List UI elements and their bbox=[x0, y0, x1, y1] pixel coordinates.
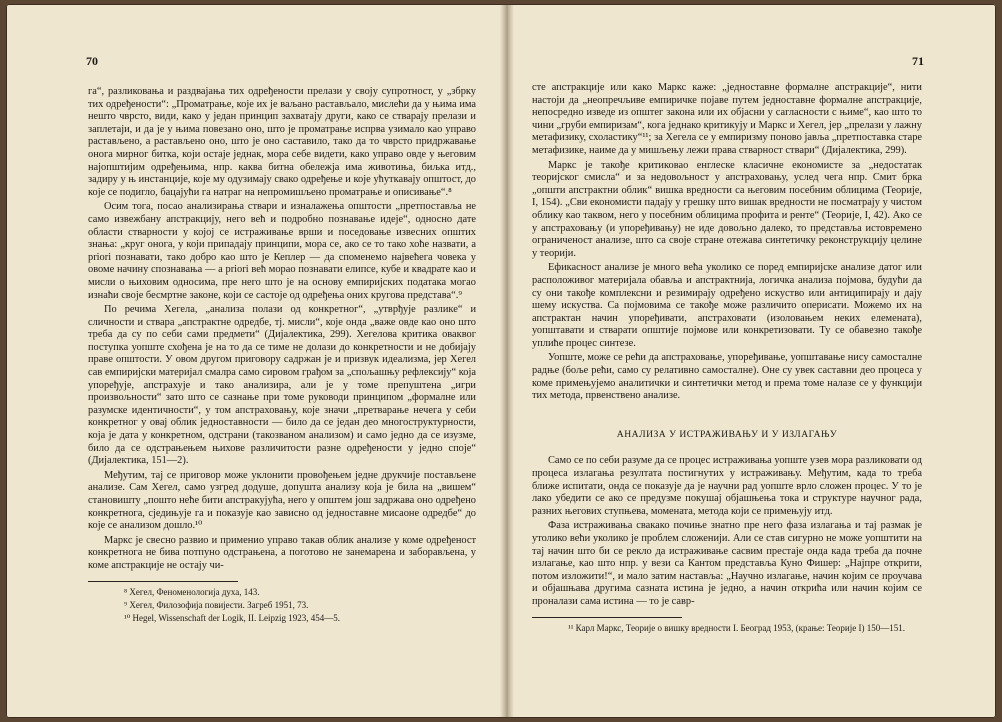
paragraph: Ефикасност анализе је много већа уколико се поред емпиријске анализе датог или расположивог материјала обавља и апстрактнија, логичка анализа појмова, будући да су они такође комплексни и резимирају одређено искуство или антиципирају и дају шему искуства. Са појмовима се такође може различито оперисати. Можемо их на апстрактан начин упоређивати, апстраховати (изоловањем неких елемената), уопштавати и стварати општије појмове или конкретизовати. Ту се обавезно такође уплиће процес синтезе. bbox=[532, 262, 922, 349]
paragraph: Само се по себи разуме да се процес истраживања уопште узев мора разликовати од процеса излагања резултата постигнутих у истраживању. Међутим, када то треба ближе испитати, онда се показује да је научни рад уопште врло сложен процес. У то је лако убедити се ако се предузме покушај објашњења тока и структуре научног рада, разних његових ступњева, момената, метода који се примењују итд. bbox=[532, 455, 922, 517]
footnote: ¹⁰ Hegel, Wissenschaft der Logik, II. Leipzig 1923, 454—5. bbox=[124, 612, 340, 623]
footnote-rule bbox=[532, 617, 682, 618]
paragraph: га“, разликовања и раздвајања тих одређености прелази у своју супротност, у „збрку тих одређености“: „Проматрање, које их је ваљано растављало, мислећи да у њима има нешто чврсто, види, како у један принцип захватају други, како се стварају прелази и заплетаји, и да је у њима повезано оно, што је проматрање испрва узимало као управо растављено, а растављено оно, што је оно саставило, тако да то чврсто придржавање онога мирног битка, који остаје једнак, мора себе видети, како управо овде у његовим најопштијим одређењима, нпр. каква битна обележја има животиња, биљка итд., задиру у њ инстанције, које му одузимају свако одређење и које ућуткавају општост, до које се подигло, бацајући га натраг на непромишљено проматрање и описивање“.⁸ bbox=[88, 86, 476, 198]
right-page bbox=[514, 4, 996, 718]
right-page-text bbox=[532, 82, 922, 636]
book-gutter bbox=[500, 4, 514, 718]
paragraph: Фаза истраживања свакако почиње знатно пре него фаза излагања и тај размак је утолико већи уколико је проблем сложенији. Али се став сигурно не може уопштити на тај начин што би се рекло да истраживање сасвим престаје онда када треба да почне излагање, као што нпр. у вези са Кантом представља Куно Фишер: „Најпре открити, потом изложити!“, и мало затим наставља: „Научно излагање, начин којим се проучава и објашњава другима сазната истина је једно, а начин открића или начин којим се проналази сама истина — то је савр- bbox=[532, 520, 922, 607]
page-number-left: 70 bbox=[86, 54, 98, 68]
paragraph: Маркс је такође критиковао енглеске класичне економисте за „недостатак теоријског смисла“ и за недовољност у апстраховању, услед чега нпр. Смит брка „општи апстрактни облик“ вишка вредности са његовим посебним облицима (Теорије, I, 154). „Сви економисти падају у грешку што вишак вредности не посматрају у чистом облику као таквом, него у посебним облицима профита и ренте“ (Теорије, I, 42). Ако се у апстраховању (и упоређивању) не иде довољно далеко, то представља истовремено ограниченост анализе, што са своје стране отежава синтетичку реконструкцију целине у теорији. bbox=[532, 159, 922, 259]
left-page-text bbox=[88, 86, 476, 626]
footnote-rule bbox=[88, 581, 238, 582]
paragraph: Осим тога, посао анализирања ствари и изналажења општости „претпоставља не само извежбану апстракцију, него већ и подробно познавање идеје“, односно дате области стварности у којој се истраживање врши и поседовање извесних општих знања: „круг онога, у који припадају принципи, мора се, ако се то тако хоће назвати, а priori познавати, тако добро као што је Кеплер — да споменемо највећега човека у овоме начину спознавања — a priori већ морао познавати елипсе, кубе и квадрате као и мисли о њиховим односима, пре него што је на основу емпиријских података могао изнаћи своје бесмртне законе, који се састоје од одређења оних кругова представа“.⁹ bbox=[88, 201, 476, 301]
footnote: ⁹ Хегел, Филозофија повијести. Загреб 1951, 73. bbox=[124, 599, 309, 610]
footnote: ¹¹ Карл Маркс, Теорије о вишку вредности I. Београд 1953, (крање: Теорије I) 150—151. bbox=[568, 622, 905, 633]
paragraph: Међутим, тај се приговор може уклонити провођењем једне друкчије постављене анализе. Сам Хегел, само узгред додуше, допушта анализу која је била на „вишем“ становишту „пошто неће бити апстракујућа, него у општем још задржава оно одређено конкретнога, сједињује га и показује као зависно од једноставне мисаоне одредбе“ до које се анализом дошло.¹⁰ bbox=[88, 469, 476, 532]
paragraph: Уопште, може се рећи да апстраховање, упоређивање, уопштавање нису самосталне радње (боље рећи, само су релативно самосталне). Оне су увек саставни део процеса у коме примењујемо аналитички и синтетички метод и према томе налазе се у функцији тих метода, првенствено анализе. bbox=[532, 352, 922, 402]
footnote: ⁸ Хегел, Феноменологија духа, 143. bbox=[124, 586, 260, 597]
book-spread bbox=[6, 4, 996, 718]
paragraph: Маркс је свесно развио и применио управо такав облик анализе у коме одређеност конкретнога не бива потпуно одстрањена, а поготово не занемарена и заборављена, у коме апстракције не остају чи- bbox=[88, 534, 476, 571]
page-number-right: 71 bbox=[912, 54, 924, 68]
paragraph: сте апстракције или како Маркс каже: „једноставне формалне апстракције“, нити настоји да „неопречљиве емпиричке појаве путем једноставне формалне апстракције, непосредно изведе из општег закона или их објасни у сагласности с њиме“, као што то чини „груби емпиризам“, кога једнако критикују и Маркс и Хегел, јер „прелази у лажну метафизику, схоластику“¹¹; за Хегела се у емпиризму поново јавља „претпоставка старе метафизике, наиме да у мишљењу лежи права стварност ствари“ (Дијалектика, 299). bbox=[532, 82, 922, 156]
left-page bbox=[6, 4, 500, 718]
paragraph: По речима Хегела, „анализа полази од конкретног“, „утврђује разлике“ и сличности и ствара „апстрактне одредбе, тј. мисли“, које онда „важе овде као оно што треба да су по себи сами предмети“ (Дијалектика, 299). Хегелова критика оваквог поступка уопште схођена је на то да се тиме не долази до конкретности и не добијају праве општости. У овом другом приговору садржан је и призвук идеализма, јер Хегел сав емпиријски материјал смалра само сировом грађом за „спољашњу рефлексију“ која упоређује, апстрахује и тако анализира, али је у томе препуштена „игри произвољности“ зато што се сазнање при томе руководи принципом „формалне или разумске идентичности“, у том апстраховању, које значи „претварање нечега у себи конкретног у овај облик једноставности — било да се један део многоструктурности, која је дата у конкретном, одстрани (такозваном анализом) и само једно да се изузме, било да се одстрањењем њихове различитости разне одређености у једно споје“ (Дијалектика, 151—2). bbox=[88, 304, 476, 467]
section-heading: АНАЛИЗА У ИСТРАЖИВАЊУ И У ИЗЛАГАЊУ bbox=[616, 428, 838, 440]
